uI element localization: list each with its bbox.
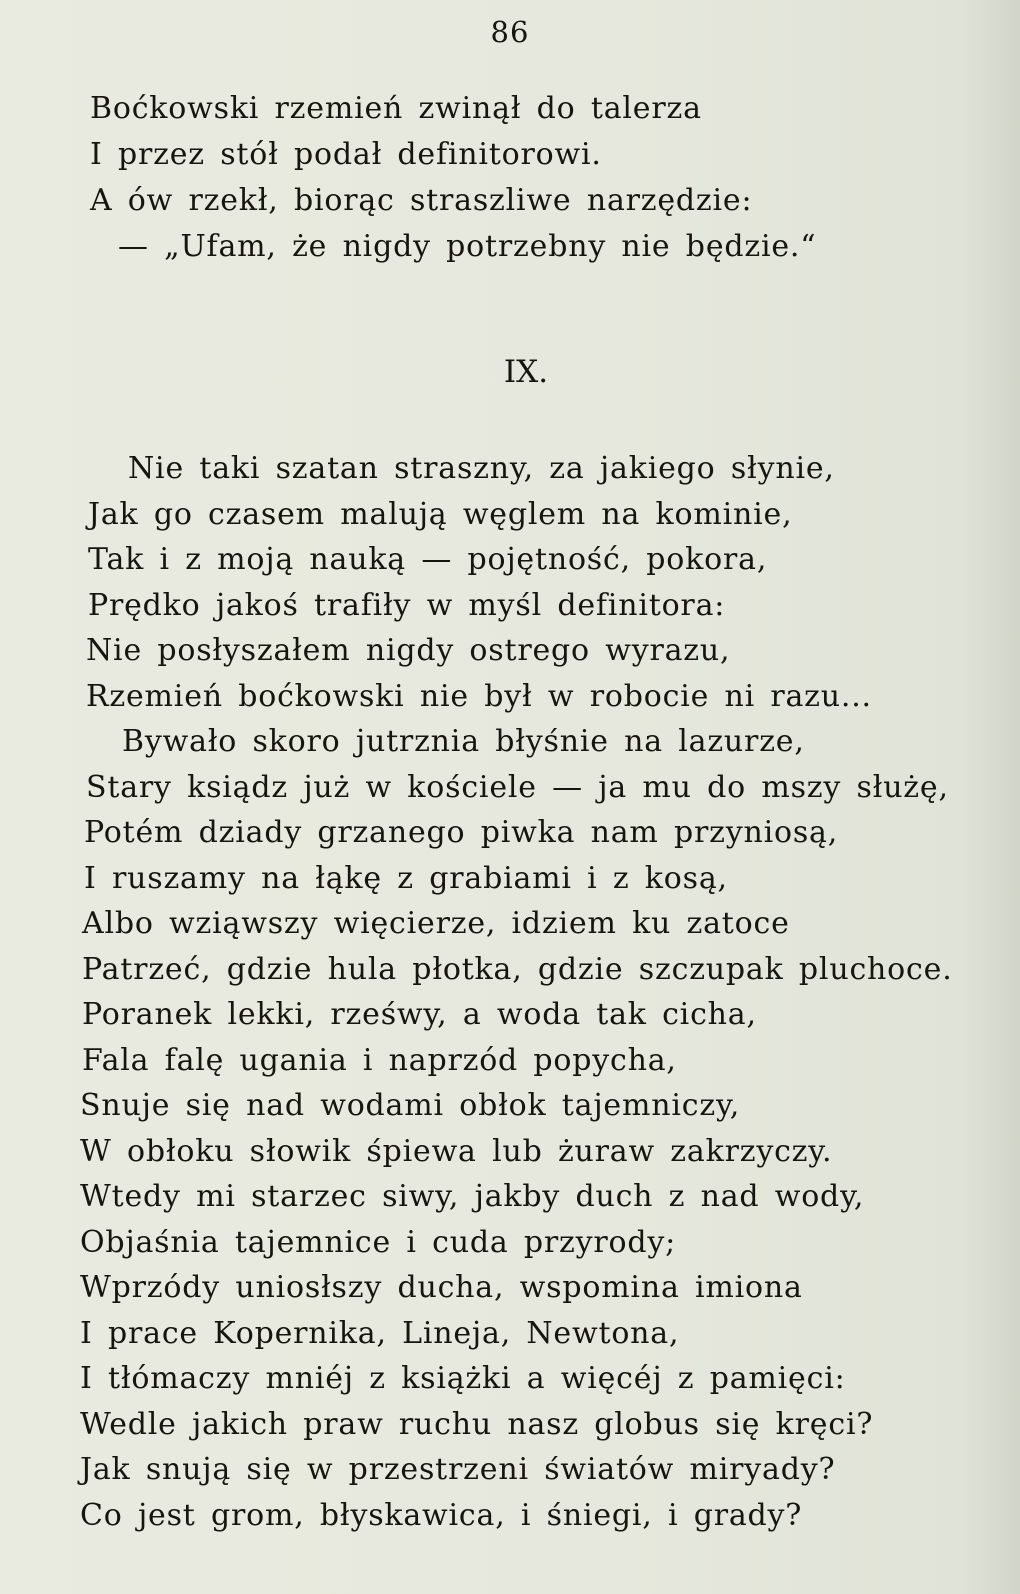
verse-line: Boćkowski rzemień zwinął do talerza — [90, 91, 702, 126]
verse-line: W obłoku słowik śpiewa lub żuraw zakrzyczy. — [80, 1133, 833, 1169]
verse-line: I prace Kopernika, Lineja, Newtona, — [80, 1315, 680, 1351]
verse-line: I przez stół podał definitorowi. — [90, 137, 602, 172]
verse-line: Nie taki szatan straszny, za jakiego słynie, — [128, 451, 835, 486]
verse-line: Wedle jakich praw ruchu nasz globus się kręci? — [80, 1406, 874, 1442]
verse-line: Jak snują się w przestrzeni światów miryady? — [80, 1452, 836, 1487]
verse-line: A ów rzekł, biorąc straszliwe narzędzie: — [90, 183, 753, 218]
stanza-top — [90, 86, 990, 270]
verse-line: Co jest grom, błyskawica, i śniegi, i grady? — [80, 1497, 803, 1533]
verse-line: Objaśnia tajemnice i cuda przyrody; — [80, 1224, 677, 1260]
verse-line: Fala falę ugania i naprzód popycha, — [82, 1042, 677, 1078]
verse-line: Prędko jakoś trafiły w myśl definitora: — [88, 587, 726, 623]
verse-line: Potém dziady grzanego piwka nam przyniosą, — [84, 815, 839, 850]
verse-line: Bywało skoro jutrznia błyśnie na lazurze, — [122, 724, 805, 759]
verse-line: Rzemień boćkowski nie był w robocie ni razu... — [86, 678, 872, 714]
section-heading: IX. — [503, 354, 549, 390]
verse-line: Snuje się nad wodami obłok tajemniczy, — [80, 1088, 741, 1123]
verse-line: Wprzódy uniosłszy ducha, wspomina imiona — [80, 1270, 803, 1305]
verse-line: Albo wziąwszy więcierze, idziem ku zatoce — [82, 906, 790, 941]
page-number: 86 — [490, 15, 530, 49]
verse-line: Nie posłyszałem nigdy ostrego wyrazu, — [86, 633, 731, 668]
stanza-main — [80, 446, 1000, 1538]
verse-line: Stary ksiądz już w kościele — ja mu do mszy służę, — [86, 769, 949, 805]
verse-line: Wtedy mi starzec siwy, jakby duch z nad wody, — [80, 1179, 865, 1214]
verse-line: — „Ufam, że nigdy potrzebny nie będzie.“ — [118, 229, 817, 264]
verse-line: Tak i z moją nauką — pojętność, pokora, — [88, 542, 768, 577]
verse-line: Poranek lekki, rześwy, a woda tak cicha, — [82, 997, 757, 1032]
verse-line: Jak go czasem malują węglem na kominie, — [88, 496, 793, 532]
verse-line: Patrzeć, gdzie hula płotka, gdzie szczupak pluchoce. — [82, 951, 953, 987]
verse-line: I tłómaczy mniéj z książki a więcéj z pamięci: — [80, 1361, 846, 1396]
verse-line: I ruszamy na łąkę z grabiami i z kosą, — [84, 860, 728, 896]
